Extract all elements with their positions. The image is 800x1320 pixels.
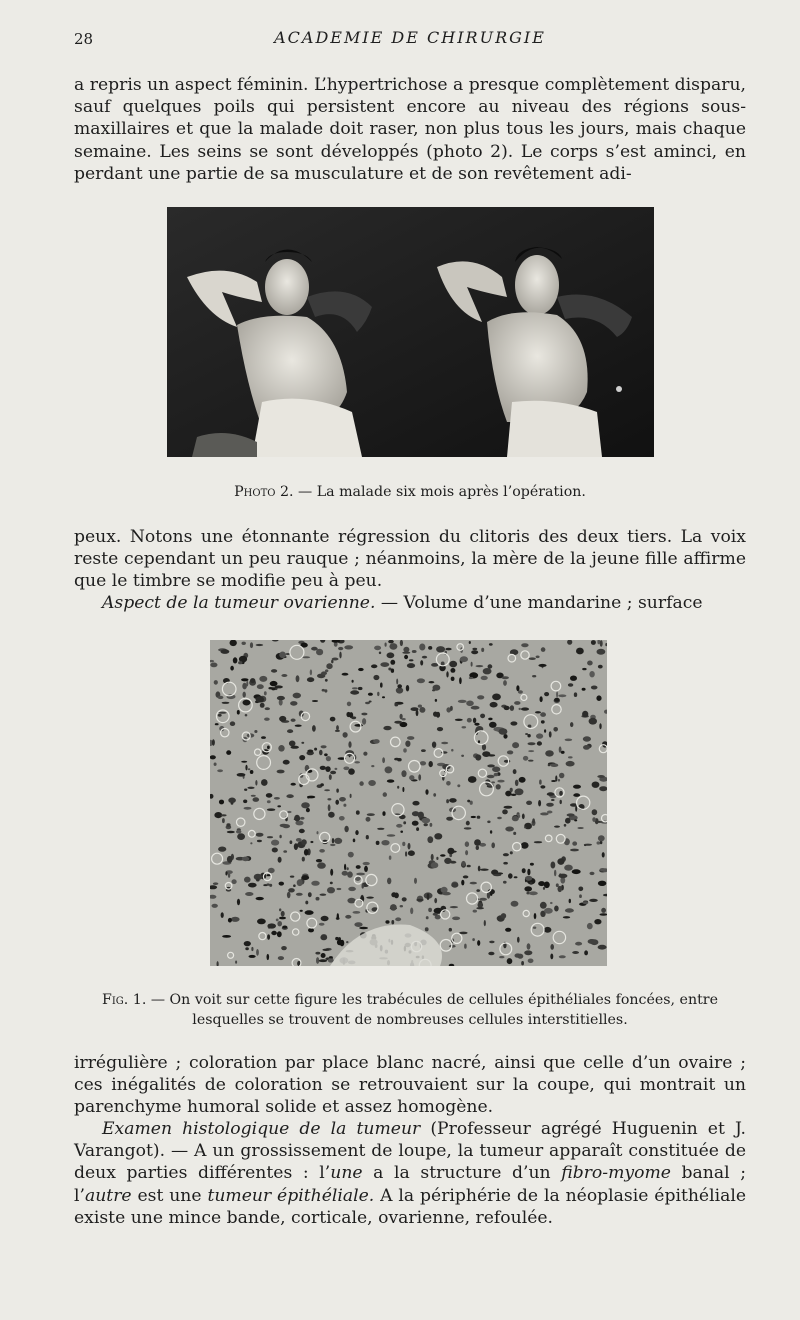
micrograph-illustration: [210, 640, 607, 966]
paragraph-1: a repris un aspect féminin. L’hypertrichose a presque complètement disparu, sauf quelques poils qui persistent encore au niveau des régions sous-maxillaires et que la malade doit raser, non plus tous les jours, mais chaque semaine. Les seins se sont développés (photo 2). Le corps s’est aminci, en perdant une partie de sa musculature et de son revêtement adi-: [74, 75, 746, 184]
figure-caption-text: — On voit sur cette figure les trabécules de cellules épithéliales foncées, entre lesquelles se trouvent de nombreuses cellules interstitielles.: [146, 992, 718, 1028]
paragraph-5-italic-fibromyome: fibro-myome: [561, 1163, 671, 1184]
section-heading-histologie: Examen histologique de la tumeur: [102, 1119, 421, 1139]
photo-caption-label: Photo 2.: [234, 484, 294, 500]
paragraph-5-text-3: banal ; l’: [74, 1163, 747, 1206]
paragraph-5-italic-tumeur-epitheliale: tumeur épithéliale.: [207, 1185, 375, 1206]
micrograph-figure: [210, 640, 607, 966]
paragraph-5-italic-une: une: [330, 1163, 363, 1184]
paragraph-5-text-4: est une: [131, 1185, 208, 1206]
paragraph-5-text-1: (Professeur agrégé Huguenin et J. Varangot). — A un grossissement de loupe, la tumeur apparaît constituée de deux parties différentes : l’: [74, 1119, 746, 1184]
photo-caption-text: — La malade six mois après l’opération.: [293, 484, 586, 500]
paragraph-5-italic-autre: autre: [84, 1185, 132, 1206]
running-head: ACADEMIE DE CHIRURGIE: [274, 28, 546, 47]
patient-photo: [167, 207, 654, 457]
paragraph-2: peux. Notons une étonnante régression du clitoris des deux tiers. La voix reste cependant un peu rauque ; néanmoins, la mère de la jeune fille affirme que le timbre se modifie peu à peu.: [74, 527, 746, 592]
page-number: 28: [74, 30, 94, 48]
paragraph-5-text-2: a la structure d’un: [362, 1163, 562, 1184]
figure-caption-label: Fig. 1.: [102, 992, 147, 1008]
paragraph-3-text: — Volume d’une mandarine ; surface: [375, 593, 703, 613]
photo-caption: [74, 482, 746, 502]
paragraph-3: [74, 592, 746, 614]
section-heading-tumeur: Aspect de la tumeur ovarienne.: [102, 593, 376, 613]
figure-caption: [74, 990, 746, 1030]
patient-photo-illustration: [167, 207, 654, 457]
paragraph-4: irrégulière ; coloration par place blanc nacré, ainsi que celle d’un ovaire ; ces inégalités de coloration se retrouvaient sur la coupe, qui montrait un parenchyme humoral solide et assez homogène.: [74, 1053, 746, 1118]
page-header: [74, 28, 746, 50]
paragraph-5: [74, 1118, 746, 1229]
paragraph-5-text-5: A la périphérie de la néoplasie épithéliale existe une mince bande, corticale, ovarienne, refoulée.: [74, 1185, 747, 1228]
